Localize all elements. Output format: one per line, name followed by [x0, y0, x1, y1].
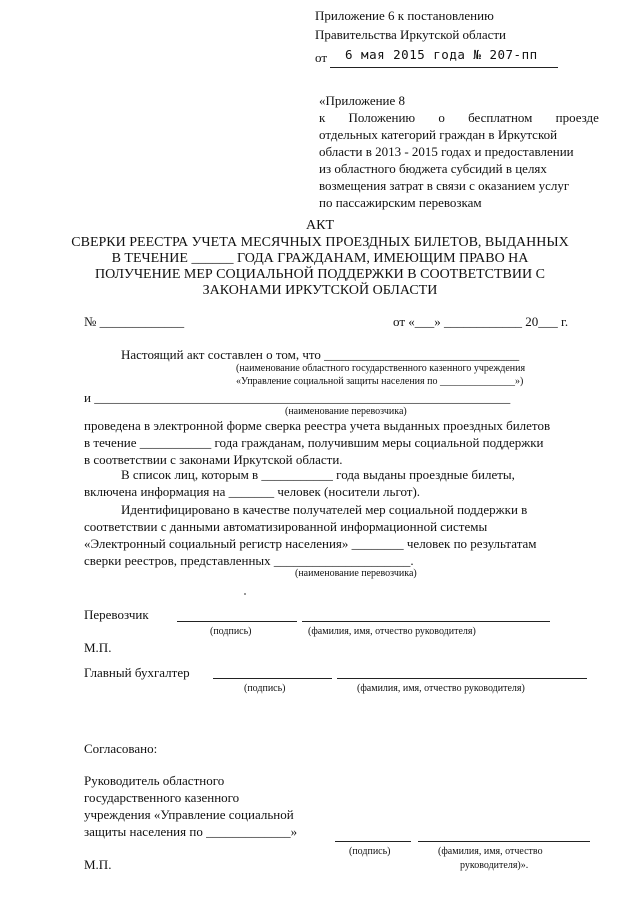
appendix-line1: «Приложение 8 — [319, 93, 406, 108]
title-line2: В ТЕЧЕНИЕ ______ ГОДА ГРАЖДАНАМ, ИМЕЮЩИМ ПРАВО НА — [111, 251, 529, 266]
scan-speck — [244, 593, 246, 595]
handwritten-date: 6 мая 2015 года № 207-пп — [345, 47, 538, 62]
head-sign-hint: (подпись) — [349, 846, 391, 857]
stamp-label-2: М.П. — [84, 857, 112, 872]
head-name-line — [418, 841, 590, 842]
body-p4: в соответствии с законами Иркутской области. — [84, 452, 343, 467]
appendix-word: к — [319, 110, 326, 125]
appendix-word: Положению — [348, 110, 416, 125]
hint-institution: (наименование областного государственного казенного учреждения — [236, 363, 526, 374]
carrier-label: Перевозчик — [84, 607, 149, 622]
appendix-word: проезде — [555, 110, 599, 125]
appendix-word: бесплатном — [468, 110, 533, 125]
body-p7: Идентифицировано в качестве получателей мер социальной поддержки в — [121, 502, 528, 517]
header-from: от — [315, 50, 328, 65]
body-p9: «Электронный социальный регистр населения» ________ человек по результатам — [84, 536, 537, 551]
carrier-sign-hint: (подпись) — [210, 626, 252, 637]
act-title: АКТ — [306, 218, 334, 233]
appendix-line3: отдельных категорий граждан в Иркутской — [319, 127, 558, 142]
body-p10: сверки реестров, представленных _____________________. — [84, 553, 414, 568]
hint-carrier: (наименование перевозчика) — [285, 406, 407, 417]
carrier-name-hint: (фамилия, имя, отчество руководителя) — [308, 626, 476, 637]
date-underline — [330, 67, 558, 68]
agreed-label: Согласовано: — [84, 741, 158, 756]
accountant-label: Главный бухгалтер — [84, 665, 190, 680]
appendix-line7: по пассажирским перевозкам — [319, 195, 482, 210]
body-p3: в течение ___________ года гражданам, получившим меры социальной поддержки — [84, 435, 544, 450]
head-line2: государственного казенного — [84, 790, 240, 805]
act-date: от «___» ____________ 20___ г. — [393, 314, 569, 329]
appendix-line6: возмещения затрат в связи с оказанием услуг — [319, 178, 570, 193]
body-and: и ________________________________________________________________ — [84, 390, 511, 405]
body-p6: включена информация на _______ человек (носители льгот). — [84, 484, 421, 499]
head-line4: защиты населения по _____________» — [84, 824, 298, 839]
accountant-name-line — [337, 678, 587, 679]
carrier-signature-line — [177, 621, 297, 622]
body-p5: В список лиц, которым в ___________ года выданы проездные билеты, — [121, 467, 515, 482]
body-p1: Настоящий акт составлен о том, что ______________________________ — [121, 347, 520, 362]
appendix-line5: из областного бюджета субсидий в целях — [319, 161, 547, 176]
hint-usznr: «Управление социальной защиты населения по _______________») — [236, 376, 524, 387]
carrier-name-line — [302, 621, 550, 622]
head-signature-line — [335, 841, 411, 842]
accountant-name-hint: (фамилия, имя, отчество руководителя) — [357, 683, 525, 694]
header-line1: Приложение 6 к постановлению — [315, 8, 494, 23]
body-p2: проведена в электронной форме сверка реестра учета выданных проездных билетов — [84, 418, 551, 433]
header-line2: Правительства Иркутской области — [315, 27, 507, 42]
head-name-hint-a: (фамилия, имя, отчество — [438, 846, 543, 857]
accountant-sign-hint: (подпись) — [244, 683, 286, 694]
accountant-signature-line — [213, 678, 332, 679]
appendix-line2 — [319, 110, 599, 126]
head-line3: учреждения «Управление социальной — [84, 807, 294, 822]
head-name-hint-b: руководителя)». — [460, 860, 529, 871]
stamp-label: М.П. — [84, 640, 112, 655]
title-line3: ПОЛУЧЕНИЕ МЕР СОЦИАЛЬНОЙ ПОДДЕРЖКИ В СООТВЕТСТВИИ С — [95, 267, 545, 282]
title-line4: ЗАКОНАМИ ИРКУТСКОЙ ОБЛАСТИ — [202, 283, 438, 298]
appendix-word: о — [438, 110, 445, 125]
appendix-line4: области в 2013 - 2015 годах и предоставлении — [319, 144, 574, 159]
head-line1: Руководитель областного — [84, 773, 225, 788]
title-line1: СВЕРКИ РЕЕСТРА УЧЕТА МЕСЯЧНЫХ ПРОЕЗДНЫХ БИЛЕТОВ, ВЫДАННЫХ — [71, 235, 569, 250]
body-p8: соответствии с данными автоматизированной информационной системы — [84, 519, 488, 534]
hint-carrier-2: (наименование перевозчика) — [295, 568, 417, 579]
act-number: № _____________ — [84, 314, 185, 329]
